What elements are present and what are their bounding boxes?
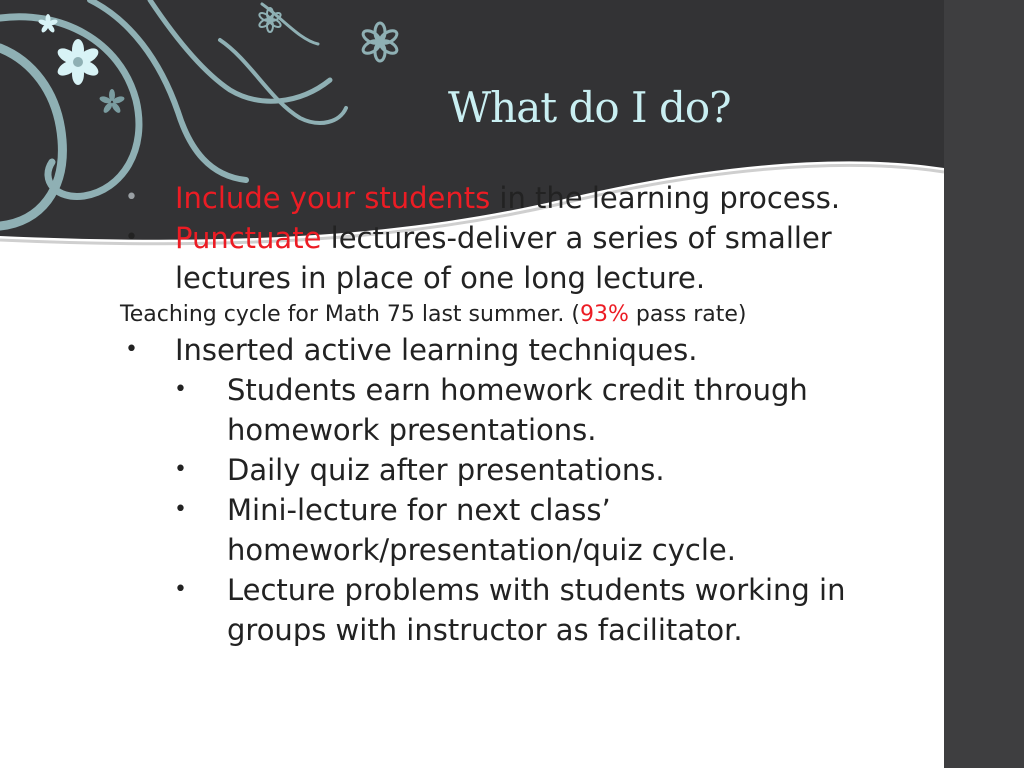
note-text: pass rate): [628, 302, 747, 327]
bullet-icon: •: [174, 577, 187, 602]
item-text: Lecture problems with students working in groups with instructor as facilitator.: [227, 573, 846, 647]
sub-list-item: [120, 370, 920, 450]
teaching-cycle-note: [120, 298, 920, 332]
item-text: Inserted active learning techniques.: [175, 333, 698, 367]
pass-rate-value: 93%: [579, 302, 629, 327]
item-text: Daily quiz after presentations.: [227, 453, 665, 487]
highlight-text: Punctuate: [175, 221, 322, 255]
sub-list-item: [120, 450, 920, 490]
list-item: [120, 178, 920, 218]
slide-content: [120, 178, 920, 650]
item-text: Students earn homework credit through homework presentations.: [227, 373, 808, 447]
sub-list-item: [120, 490, 920, 570]
slide-title: What do I do?: [448, 83, 731, 132]
note-text: Teaching cycle for Math 75 last summer. (: [120, 302, 580, 327]
list-item: [120, 218, 920, 298]
bullet-icon: •: [125, 337, 138, 362]
right-side-bar: [944, 0, 1024, 768]
item-text: Mini-lecture for next class’ homework/presentation/quiz cycle.: [227, 493, 736, 567]
bullet-icon: •: [125, 185, 138, 210]
bullet-icon: •: [174, 457, 187, 482]
bullet-icon: •: [125, 225, 138, 250]
sub-list-item: [120, 570, 920, 650]
highlight-text: Include your students: [175, 181, 491, 215]
bullet-icon: •: [174, 377, 187, 402]
item-text: lectures-deliver a series of smaller lectures in place of one long lecture.: [175, 221, 832, 295]
bullet-icon: •: [174, 497, 187, 522]
list-item: [120, 330, 920, 370]
item-text: in the learning process.: [490, 181, 841, 215]
